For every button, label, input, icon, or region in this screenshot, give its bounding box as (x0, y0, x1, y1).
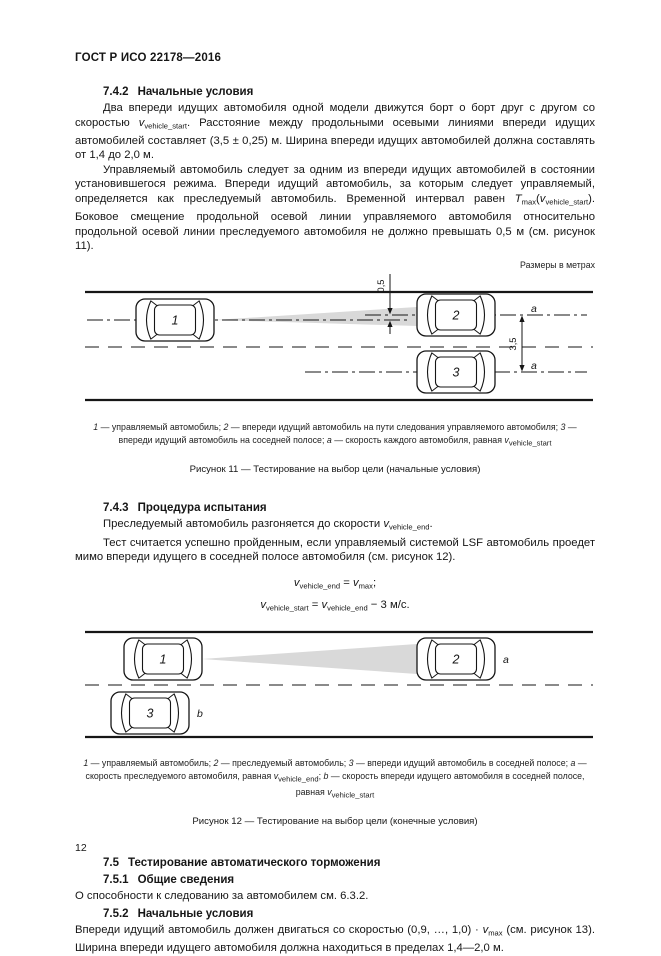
speed-label-a-lane2: а (531, 359, 537, 372)
sensor-cone (202, 644, 417, 674)
paragraph-752-1: Впереди идущий автомобиль должен двигаться со скоростью (0,9, …, $1,0) \cdot v_{max}$ (см. рисунок 13). Ширина впереди идущего автомобиля должна находиться в пределах 1,4—2,0 м. (75, 923, 595, 954)
heading-number: 7.5 (103, 857, 119, 870)
paragraph-742-1: Два впереди идущих автомобиля одной модели движутся борт о борт друг с другом со скоростью $v_{vehicle\_start}$. Расстояние между продольными осевыми линиями впереди идущих автомобилей составляет (3,5 ± 0,25) м. Ширина впереди идущих автомобилей должна составлять от 1,4 до 2,0 м. (75, 102, 595, 162)
speed-label-a: а (503, 653, 509, 666)
dimension-lane-label: 3,5 (508, 337, 518, 351)
page-number: 12 (75, 842, 87, 854)
heading-7-5 (75, 857, 595, 869)
figure-11-caption: 1 — управляемый автомобиль; 2 — впереди идущий автомобиль на пути следования управляемого автомобиля; 3 — впереди идущий автомобиль на соседней полосе; а — скорость каждого автомобиля, равная vvehicle_start (93, 421, 577, 448)
dimensions-note: Размеры в метрах (520, 259, 595, 270)
dimension-lateral-label: 0,5 (376, 279, 386, 293)
car-2-number: 2 (452, 308, 460, 323)
figure-12-caption: 1 — управляемый автомобиль; 2 — преследуемый автомобиль; 3 — впереди идущий автомобиль в соседней полосе; а — скорость преследуемого автомобиля, равная vvehicle_end; b — скорость впереди идущего автомобиля в соседней полосе, равная vvehicle_start (83, 757, 587, 800)
paragraph-751-1: О способности к следованию за автомобилем см. 6.3.2. (75, 890, 369, 903)
car-3-number: 3 (146, 706, 154, 721)
figure-12-diagram (75, 625, 595, 745)
heading-number: 7.4.2 (103, 86, 129, 98)
heading-number: 7.5.1 (103, 874, 129, 887)
speed-label-a-lane1: а (531, 302, 537, 315)
heading-number: 7.5.2 (103, 907, 129, 920)
formula-v-end: $v_{vehicle\_end} = v_{max}$; (293, 576, 377, 591)
figure-11-title: Рисунок 11 — Тестирование на выбор цели (начальные условия) (189, 464, 481, 476)
heading-title: Общие сведения (137, 874, 235, 887)
heading-title: Начальные условия (137, 86, 254, 98)
heading-7-5-2 (75, 908, 595, 920)
car-1-number: 1 (159, 652, 167, 667)
figure-12-title: Рисунок 12 — Тестирование на выбор цели (конечные условия) (192, 816, 478, 828)
paragraph-743-2: Тест считается успешно пройденным, если управляемый системой LSF автомобиль проедет мимо впереди идущего в соседней полосе автомобиля (см. рисунок 12). (75, 536, 595, 564)
heading-title: Начальные условия (137, 907, 254, 920)
paragraph-743-1: Преследуемый автомобиль разгоняется до скорости $v_{vehicle\_end}$. (103, 518, 433, 532)
speed-label-b: b (197, 707, 203, 720)
formula-v-start: $v_{vehicle\_start} = v_{vehicle\_end} - 3$ м/с. (260, 599, 410, 613)
heading-7-5-1 (75, 874, 595, 886)
document-header: ГОСТ Р ИСО 22178—2016 (75, 52, 222, 64)
figure-11-diagram (75, 272, 595, 412)
sensor-cone (214, 307, 417, 326)
dimension-lane-spacing (519, 315, 524, 371)
heading-title: Тестирование автоматического торможения (128, 857, 381, 870)
car-2-number: 2 (452, 652, 460, 667)
car-3-number: 3 (452, 365, 460, 380)
heading-title: Процедура испытания (137, 502, 267, 515)
heading-7-4-3 (75, 502, 595, 514)
car-1-number: 1 (171, 313, 179, 328)
heading-number: 7.4.3 (103, 502, 129, 515)
heading-7-4-2 (75, 86, 595, 98)
paragraph-742-2: Управляемый автомобиль следует за одним из впереди идущих автомобилей в состоянии установившегося режима. Впереди идущий автомобиль, за которым следует управляемый, определяется как преследуемый автомобиль. Временной интервал равен $T_{max}(v_{vehicle\_start})$. Боковое смещение продольной осевой линии управляемого автомобиля относительно продольной осевой линии преследуемого автомобиля не должно превышать 0,5 м (см. рисунок 11). (75, 163, 595, 253)
